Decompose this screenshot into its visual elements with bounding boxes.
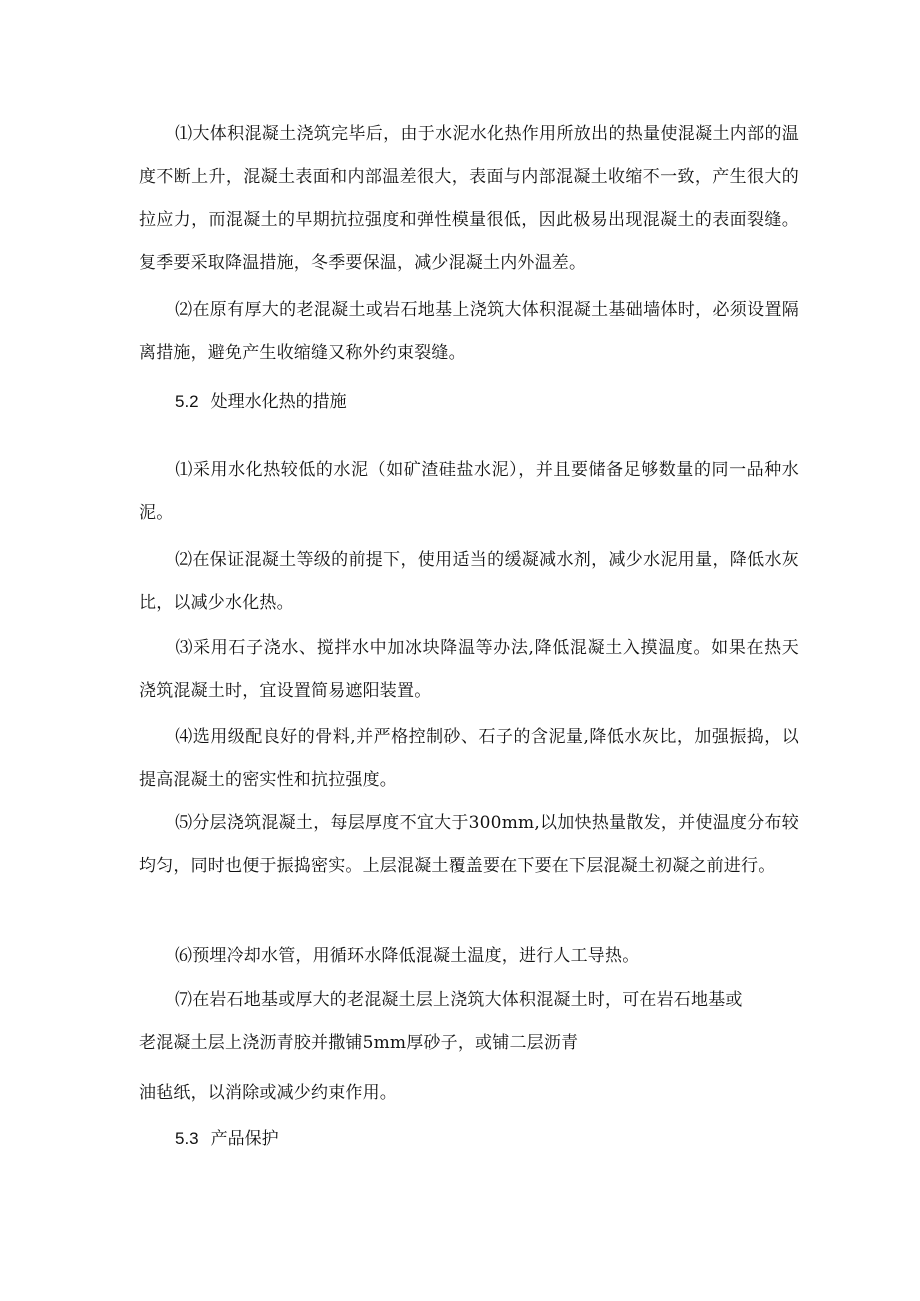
paragraph-measure-5: [139, 802, 799, 888]
paragraph-line: 老混凝土层上浇沥青胶并撒铺5mm厚砂子，或铺二层沥青: [139, 1033, 579, 1053]
paragraph-crack-cause-1: [139, 113, 799, 285]
paragraph-text: ⑵在保证混凝土等级的前提下，使用适当的缓凝减水剂，减少水泥用量，降低水灰比，以减少水化热。: [139, 550, 799, 613]
paragraph-line: 油毡纸，以消除或减少约束作用。: [139, 1083, 397, 1103]
paragraph-measure-6: [139, 935, 799, 978]
paragraph-measure-4: [139, 716, 799, 802]
paragraph-measure-3: [139, 627, 799, 713]
paragraph-line: ⑺在岩石地基或厚大的老混凝土层上浇筑大体积混凝土时，可在岩石地基或: [175, 990, 743, 1010]
paragraph-measure-2: [139, 539, 799, 625]
section-number: 5.2: [175, 392, 199, 411]
section-heading-5-2: [175, 380, 347, 424]
paragraph-text: ⑴采用水化热较低的水泥（如矿渣硅盐水泥），并且要储备足够数量的同一品种水泥。: [139, 460, 799, 523]
paragraph-measure-1: [139, 449, 799, 535]
paragraph-text: ⑹预埋冷却水管，用循环水降低混凝土温度，进行人工导热。: [175, 946, 640, 966]
paragraph-text: ⑵在原有厚大的老混凝土或岩石地基上浇筑大体积混凝土基础墙体时，必须设置隔离措施，避免产生收缩缝又称外约束裂缝。: [139, 300, 799, 363]
section-title: 处理水化热的措施: [210, 392, 347, 412]
paragraph-text: ⑸分层浇筑混凝土，每层厚度不宜大于300mm,以加快热量散发，并使温度分布较均匀，同时也便于振捣密实。上层混凝土覆盖要在下要在下层混凝土初凝之前进行。: [139, 813, 799, 876]
section-number: 5.3: [175, 1129, 199, 1148]
section-title: 产品保护: [210, 1129, 279, 1149]
paragraph-crack-cause-2: [139, 289, 799, 375]
paragraph-text: ⑶采用石子浇水、搅拌水中加冰块降温等办法,降低混凝土入摸温度。如果在热天浇筑混凝土时，宜设置简易遮阳装置。: [139, 638, 799, 701]
paragraph-text: ⑴大体积混凝土浇筑完毕后，由于水泥水化热作用所放出的热量使混凝土内部的温度不断上升，混凝土表面和内部温差很大，表面与内部混凝土收缩不一致，产生很大的拉应力，而混凝土的早期抗拉强度和弹性模量很低，因此极易出现混凝土的表面裂缝。复季要采取降温措施，冬季要保温，减少混凝土内外温差。: [139, 124, 799, 273]
paragraph-text: ⑷选用级配良好的骨料,并严格控制砂、石子的含泥量,降低水灰比，加强振捣，以提高混凝土的密实性和抗拉强度。: [139, 727, 799, 790]
section-heading-5-3: [175, 1117, 279, 1161]
